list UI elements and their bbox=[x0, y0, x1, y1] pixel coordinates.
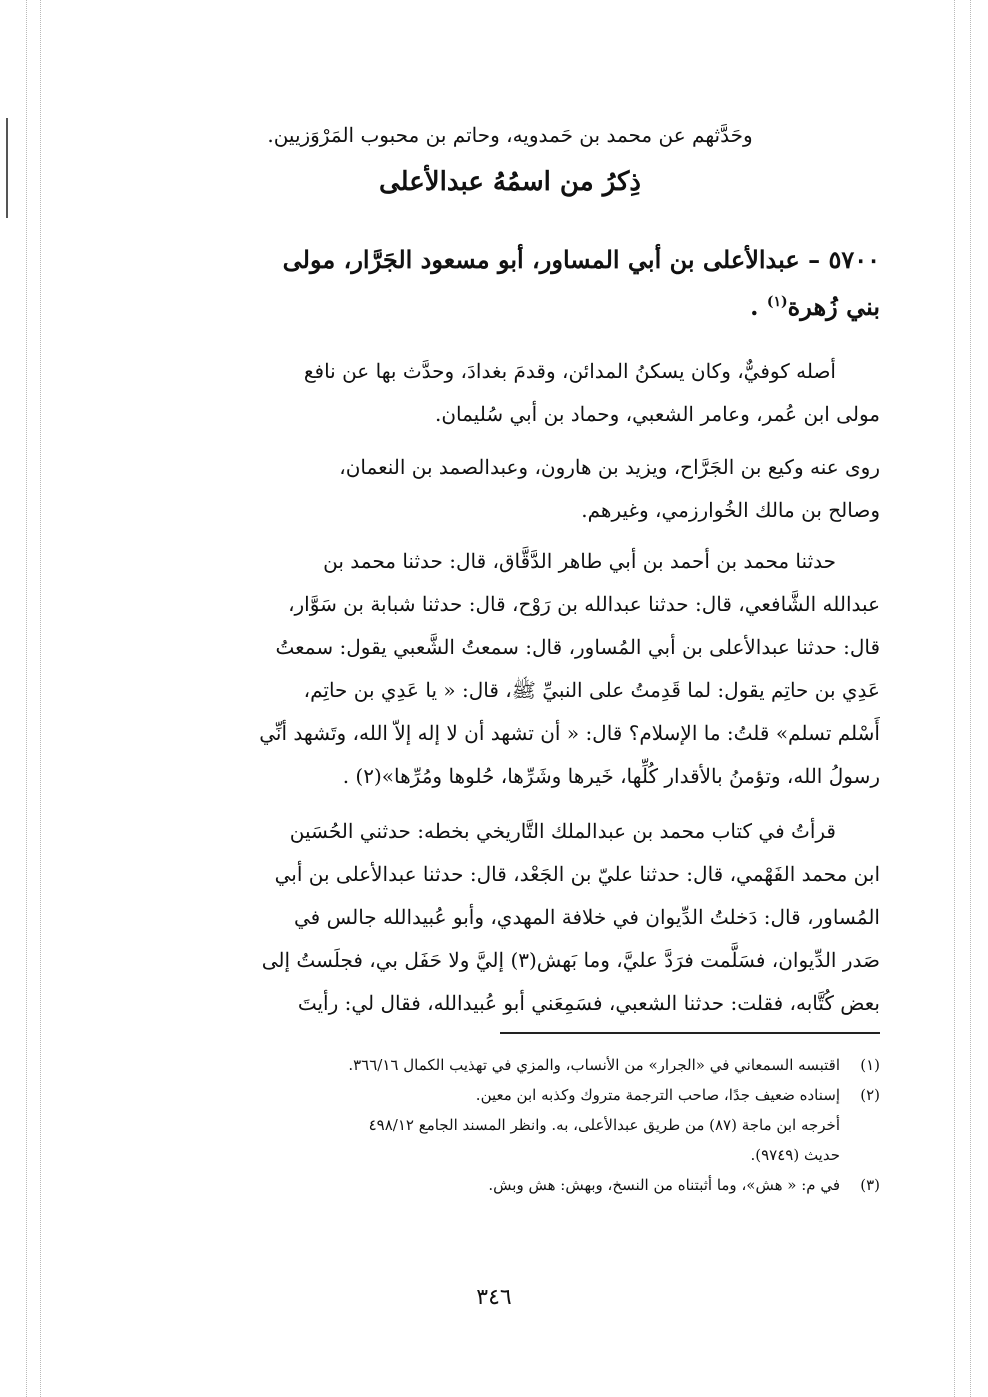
footnote-2-continuation: حديث (٩٧٤٩). bbox=[750, 1146, 840, 1164]
footnote-1 bbox=[140, 1050, 880, 1080]
entry-line-2 bbox=[140, 281, 880, 328]
footnote-ref-1: (١) bbox=[766, 294, 788, 310]
biography-entry-title bbox=[140, 238, 880, 328]
paragraph-line: صَدر الدِّيوان، فسَلَّمت فرَدَّ عليَّ، وما بَهش(٣) إليَّ ولا حَفَل بي، فجلَستُ إلى bbox=[261, 948, 880, 972]
paragraph-line: روى عنه وكيع بن الجَرَّاح، ويزيد بن هارون، وعبدالصمد بن النعمان، bbox=[339, 455, 880, 479]
paragraph-line: قرأتُ في كتاب محمد بن عبدالملك التَّاريخي بخطه: حدثني الحُسَين bbox=[289, 819, 836, 843]
footnote-text: في م: « هش»، وما أثبتناه من النسخ، وبهش: هش وبش. bbox=[488, 1176, 840, 1194]
paragraph-line: عَدِي بن حاتِم يقول: لما قَدِمتُ على النبيِّ ﷺ، قال: « يا عَدِي بن حاتِم، bbox=[303, 678, 880, 702]
paragraph-line: مولى ابن عُمر، وعامر الشعبي، وحماد بن أبي سُليمان. bbox=[434, 402, 880, 426]
footnote-separator bbox=[500, 1032, 880, 1034]
scan-dotted-edge-right-2 bbox=[970, 0, 971, 1397]
paragraph-line: أَسْلم تسلم» قلتُ: ما الإسلام؟ قال: « أن تشهد أن لا إله إلاّ الله، وتَشهد أنِّي bbox=[259, 721, 880, 745]
entry-line-2-end: . bbox=[750, 292, 767, 321]
footnote-number: (٣) bbox=[860, 1176, 880, 1194]
paragraph-reading bbox=[140, 810, 880, 1025]
paragraph-line: وصالح بن مالك الخُوارزمي، وغيرهم. bbox=[581, 498, 880, 522]
paragraph-line: ابن محمد الفَهْمي، قال: حدثنا عليّ بن الجَعْد، قال: حدثنا عبدالأعلى بن أبي bbox=[274, 862, 880, 886]
entry-line-1: ٥٧٠٠ – عبدالأعلى بن أبي المساور، أبو مسعود الجَرَّار، مولى bbox=[282, 245, 880, 274]
footnotes bbox=[140, 1050, 880, 1200]
scan-dotted-edge-left-2 bbox=[40, 0, 41, 1397]
footnote-number: (١) bbox=[860, 1056, 880, 1074]
paragraph-line: عبدالله الشَّافعي، قال: حدثنا عبدالله بن رَوْح، قال: حدثنا شبابة بن سَوَّار، bbox=[288, 592, 880, 616]
paragraph-line: المُساور، قال: دَخلتُ الدِّيوان في خلافة المهدي، وأبو عُبيدالله جالس في bbox=[294, 905, 880, 929]
footnote-2-continuation: أخرجه ابن ماجة (٨٧) من طريق عبدالأعلى، به. وانظر المسند الجامع ٤٩٨/١٢ bbox=[368, 1116, 840, 1134]
paragraph-line: حدثنا محمد بن أحمد بن أبي طاهر الدَّقَّاق، قال: حدثنا محمد بن bbox=[323, 549, 836, 573]
paragraph-line: قال: حدثنا عبدالأعلى بن أبي المُساور، قال: سمعتُ الشَّعبي يقول: سمعتُ bbox=[275, 635, 880, 659]
footnote-text: إسناده ضعيف جدًا، صاحب الترجمة متروك وكذبه ابن معين. bbox=[475, 1086, 840, 1104]
entry-line-2-text: بني زُهرة bbox=[787, 292, 880, 321]
paragraph-line: بعض كُتَّابه، فقلت: حدثنا الشعبي، فسَمِعَني أبو عُبيدالله، فقال لي: رأيتَ bbox=[297, 991, 880, 1015]
footnote-text: اقتبسه السمعاني في «الجرار» من الأنساب، والمزي في تهذيب الكمال ٣٦٦/١٦. bbox=[348, 1056, 840, 1074]
paragraph-narrators bbox=[140, 446, 880, 532]
paragraph-hadith bbox=[140, 540, 880, 798]
footnote-number: (٢) bbox=[860, 1086, 880, 1104]
scan-dotted-edge-right bbox=[954, 0, 955, 1397]
paragraph-line: أصله كوفيٌّ، وكان يسكنُ المدائن، وقدمَ بغدادَ، وحدَّث بها عن نافع bbox=[303, 359, 836, 383]
footnote-2 bbox=[140, 1080, 880, 1110]
top-line: وحَدَّثهم عن محمد بن حَمدويه، وحاتم بن محبوب المَرْوَزيين. bbox=[267, 123, 753, 147]
footnote-3 bbox=[140, 1170, 880, 1200]
scan-edge-line bbox=[6, 118, 8, 218]
section-heading: ذِكرُ من اسمُهُ عبدالأعلى bbox=[378, 167, 641, 197]
scan-dotted-edge-left bbox=[26, 0, 27, 1397]
page-number: ٣٤٦ bbox=[476, 1285, 512, 1310]
paragraph-origin bbox=[140, 350, 880, 436]
paragraph-line: رسولُ الله، وتؤمنُ بالأقدار كُلِّها، خَيرها وشَرِّها، حُلوها ومُرِّها»(٢) . bbox=[342, 764, 880, 788]
